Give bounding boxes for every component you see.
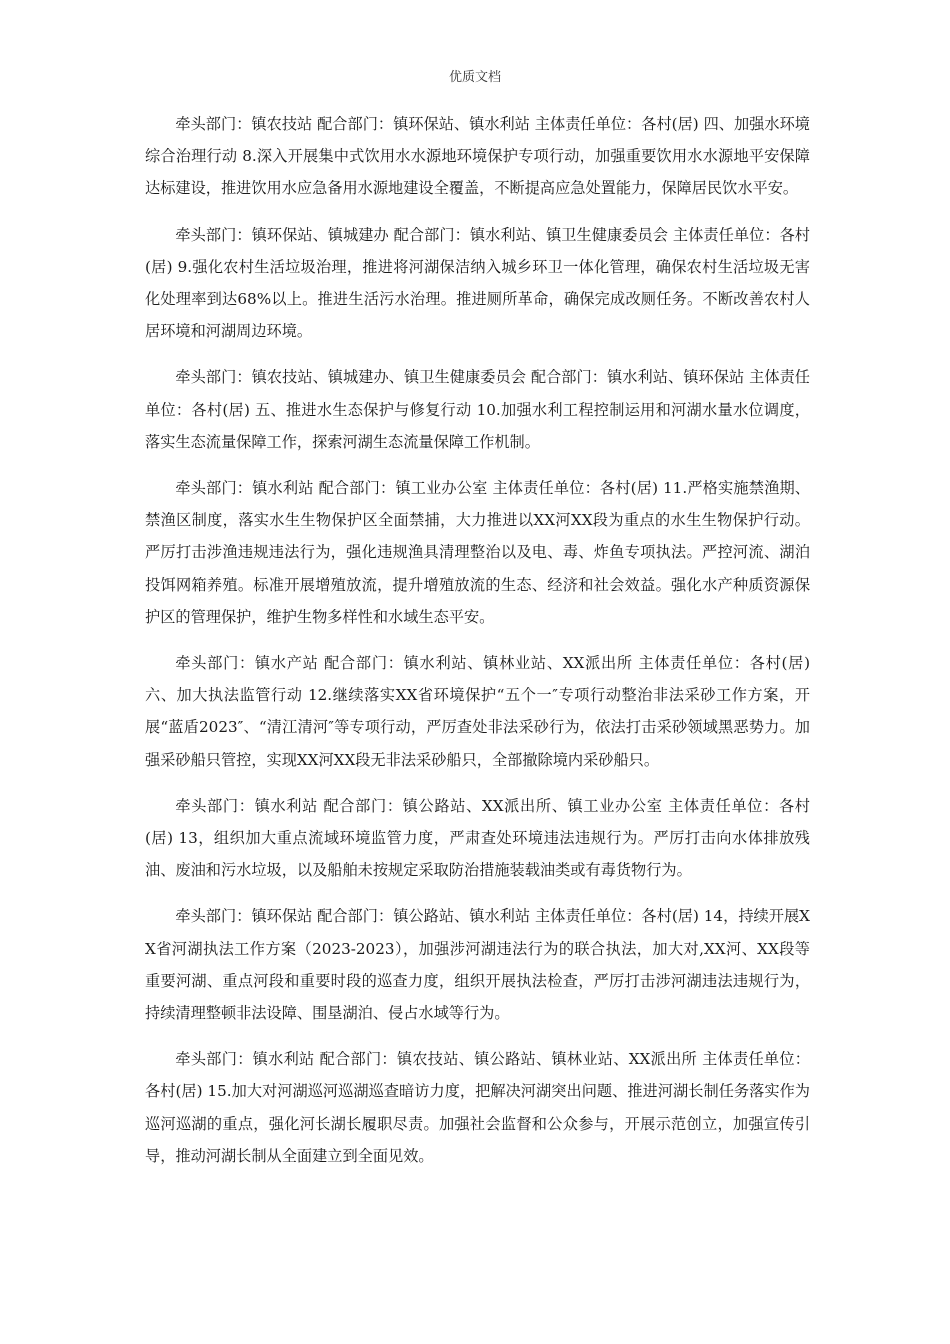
paragraph: 牵头部门：镇农技站、镇城建办、镇卫生健康委员会 配合部门：镇水利站、镇环保站 主体责任单位：各村(居) 五、推进水生态保护与修复行动 10.加强水利工程控制运用和河湖水量水位调度，落实生态流量保障工作，探索河湖生态流量保障工作机制。 (145, 368, 810, 451)
paragraph: 牵头部门：镇水利站 配合部门：镇公路站、XX派出所、镇工业办公室 主体责任单位：各村(居) 13，组织加大重点流域环境监管力度，严肃查处环境违法违规行为。严厉打击向水体排放残油、废油和污水垃圾，以及船舶未按规定采取防治措施装载油类或有毒货物行为。 (145, 796, 810, 880)
page-header: 优质文档 (448, 70, 501, 85)
paragraph: 牵头部门：镇农技站 配合部门：镇环保站、镇水利站 主体责任单位：各村(居) 四、加强水环境综合治理行动 8.深入开展集中式饮用水水源地环境保护专项行动，加强重要饮用水水源地平安保障达标建设，推进饮用水应急备用水源地建设全覆盖，不断提高应急处置能力，保障居民饮水平安。 (145, 115, 810, 198)
document-body (145, 108, 810, 1186)
paragraph: 牵头部门：镇水利站 配合部门：镇农技站、镇公路站、镇林业站、XX派出所 主体责任单位：各村(居) 15.加大对河湖巡河巡湖巡查暗访力度，把解决河湖突出问题、推进河湖长制任务落实作为巡河巡湖的重点，强化河长湖长履职尽责。加强社会监督和公众参与，开展示范创立，加强宣传引导，推动河湖长制从全面建立到全面见效。 (145, 1050, 810, 1165)
paragraph: 牵头部门：镇环保站、镇城建办 配合部门：镇水利站、镇卫生健康委员会 主体责任单位：各村(居) 9.强化农村生活垃圾治理，推进将河湖保洁纳入城乡环卫一体化管理，确保农村生活垃圾无害化处理率到达68%以上。推进生活污水治理。推进厕所革命，确保完成改厕任务。不断改善农村人居环境和河湖周边环境。 (145, 225, 810, 341)
paragraph: 牵头部门：镇水产站 配合部门：镇水利站、镇林业站、XX派出所 主体责任单位：各村(居) 六、加大执法监管行动 12.继续落实XX省环境保护“五个一″专项行动整治非法采砂工作方案，开展“蓝盾2023″、“清江清河″等专项行动，严厉查处非法采砂行为，依法打击采砂领域黑恶势力。加强采砂船只管控，实现XX河XX段无非法采砂船只，全部撤除境内采砂船只。 (145, 654, 810, 769)
paragraph: 牵头部门：镇环保站 配合部门：镇公路站、镇水利站 主体责任单位：各村(居) 14，持续开展XX省河湖执法工作方案（2023-2023），加强涉河湖违法行为的联合执法，加大对,XX河、XX段等重要河湖、重点河段和重要时段的巡查力度，组织开展执法检查，严厉打击涉河湖违法违规行为，持续清理整顿非法设障、围垦湖泊、侵占水域等行为。 (145, 907, 810, 1023)
paragraph: 牵头部门：镇水利站 配合部门：镇工业办公室 主体责任单位：各村(居) 11.严格实施禁渔期、禁渔区制度，落实水生生物保护区全面禁捕，大力推进以XX河XX段为重点的水生生物保护行动。严厉打击涉渔违规违法行为，强化违规渔具清理整治以及电、毒、炸鱼专项执法。严控河流、湖泊投饵网箱养殖。标准开展增殖放流，提升增殖放流的生态、经济和社会效益。强化水产种质资源保护区的管理保护，维护生物多样性和水域生态平安。 (145, 479, 810, 626)
